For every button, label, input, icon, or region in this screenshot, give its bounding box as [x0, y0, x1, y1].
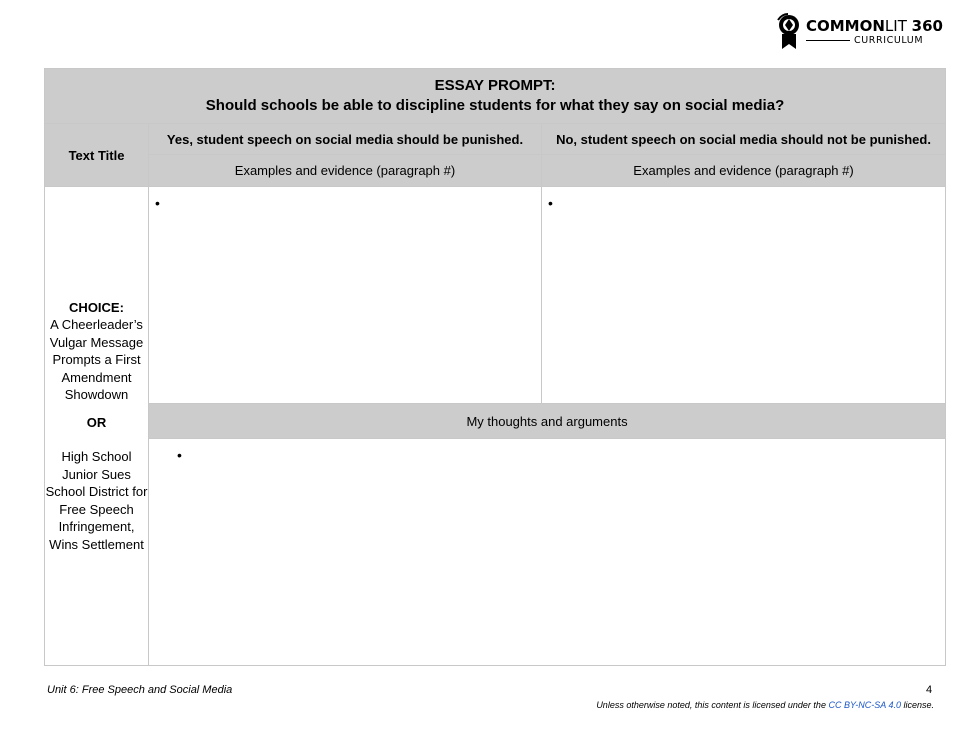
- essay-prompt-question: Should schools be able to discipline students for what they say on social media?: [205, 97, 785, 114]
- no-evidence-area[interactable]: [542, 187, 946, 404]
- text-option-1: A Cheerleader’s Vulgar Message Prompts a First Amendment Showdown: [49, 317, 144, 403]
- thoughts-header: My thoughts and arguments: [149, 404, 946, 439]
- graphic-organizer-table: [44, 68, 946, 666]
- brand-name: COMMONLIT 360: [806, 17, 943, 35]
- yes-column-header: Yes, student speech on social media should be punished.: [149, 124, 542, 155]
- page-number: 4: [926, 684, 933, 696]
- no-bullet: •: [548, 195, 553, 211]
- license-link[interactable]: CC BY-NC-SA 4.0: [828, 700, 901, 710]
- or-label: OR: [86, 414, 107, 430]
- yes-bullet: •: [155, 195, 160, 211]
- license-notice: Unless otherwise noted, this content is licensed under the CC BY-NC-SA 4.0 license.: [596, 700, 934, 710]
- thoughts-bullet: •: [177, 447, 182, 463]
- commonlit-logo: [776, 12, 943, 52]
- no-column-header: No, student speech on social media should not be punished.: [542, 124, 946, 155]
- essay-prompt-cell: [45, 69, 946, 124]
- yes-evidence-area[interactable]: [149, 187, 542, 404]
- no-evidence-label: Examples and evidence (paragraph #): [542, 155, 946, 187]
- text-title-header: Text Title: [45, 124, 149, 187]
- commonlit-badge-icon: [776, 12, 802, 50]
- brand-subtitle: CURRICULUM: [806, 35, 934, 46]
- thoughts-area[interactable]: [149, 439, 946, 666]
- text-choice-cell: [45, 187, 149, 666]
- text-option-2: High School Junior Sues School District for Free Speech Infringement, Wins Settlement: [45, 449, 148, 552]
- unit-footer: Unit 6: Free Speech and Social Media: [47, 684, 233, 696]
- essay-prompt-heading: ESSAY PROMPT:: [434, 77, 556, 94]
- yes-evidence-label: Examples and evidence (paragraph #): [149, 155, 542, 187]
- choice-label: CHOICE:: [69, 299, 124, 315]
